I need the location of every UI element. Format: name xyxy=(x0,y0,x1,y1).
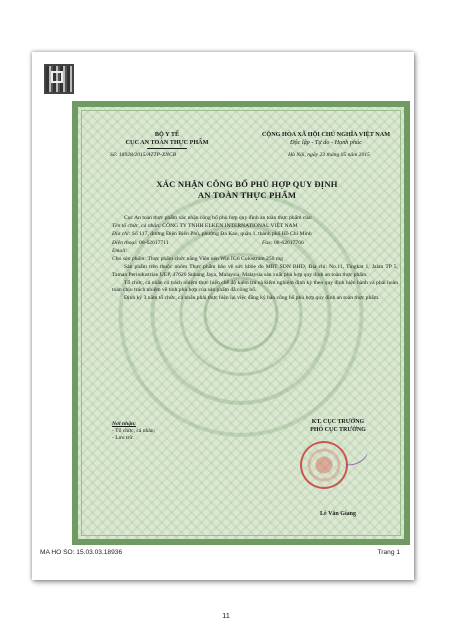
fax-field xyxy=(262,240,304,247)
page-label: Trang 1 xyxy=(377,549,400,556)
email-label: Email: xyxy=(112,247,128,254)
certificate-title xyxy=(102,179,392,201)
paragraph-responsibility: Tổ chức, cá nhân có trách nhiệm thực hiện chế độ kiểm tra và kiểm nghiệm định kỳ theo quy định hiện hành và phải hoàn toàn chịu trách nhiệm về tính phù hợp của sản phẩm đã công bố. xyxy=(112,279,398,294)
header-divider xyxy=(147,148,187,149)
product-row xyxy=(112,256,398,263)
product-value: Thực phẩm chức năng Viên nén Win IG6 Colostrum 250 mg xyxy=(147,256,283,263)
product-label: Cho sản phẩm: xyxy=(112,256,147,263)
issue-date: Hà Nội, ngày 23 tháng 05 năm 2015 xyxy=(288,152,370,158)
certificate xyxy=(72,101,410,545)
address-value: Số 117, đường Điện Biên Phủ, phường Đa Kao, quận 1, thành phố Hồ Chí Minh xyxy=(131,231,312,238)
phone-value: 08-62617711 xyxy=(139,239,169,246)
paragraph-renewal: Định kỳ 3 năm tổ chức, cá nhân phải thực hiện lại việc đăng ký bản công bố phù hợp quy định an toàn thực phẩm. xyxy=(124,295,380,302)
fax-value: 08-62617766 xyxy=(273,239,304,246)
left-header xyxy=(112,131,222,149)
ministry-name: BỘ Y TẾ xyxy=(154,131,180,138)
signer-name: Lê Văn Giang xyxy=(320,511,356,517)
address-row xyxy=(112,231,398,238)
recipient-item: - Lưu trữ. xyxy=(112,435,134,441)
title-line-1: XÁC NHẬN CÔNG BỐ PHÙ HỢP QUY ĐỊNH xyxy=(156,179,338,189)
phone-label: Điện thoại: xyxy=(112,239,138,246)
phone-row xyxy=(112,240,398,247)
org-value: CÔNG TY TNHH ELKEN INTERNATIONAL VIỆT NAM xyxy=(162,223,298,230)
address-label: Địa chỉ: xyxy=(112,231,131,238)
document-sheet xyxy=(32,52,414,580)
qr-code-icon xyxy=(44,64,74,94)
page-number: 11 xyxy=(222,611,230,620)
signature-block xyxy=(278,419,398,434)
recipient-item: - Tổ chức, cá nhân; xyxy=(112,428,156,434)
fax-label: Fax: xyxy=(262,239,273,246)
document-number: Số: 18928/2015/ATTP-XNCB xyxy=(110,152,177,158)
official-seal-icon xyxy=(300,441,348,489)
recipients xyxy=(112,421,155,442)
certificate-body xyxy=(112,215,398,304)
org-row xyxy=(112,223,398,230)
record-code: MA HO SO: 15.03.03.18936 xyxy=(40,549,123,556)
country-name: CỘNG HÒA XÃ HỘI CHỦ NGHĨA VIỆT NAM xyxy=(261,131,391,138)
email-row xyxy=(112,248,398,255)
national-motto: Độc lập - Tự do - Hạnh phúc xyxy=(290,139,362,146)
signature-role: PHÓ CỤC TRƯỞNG xyxy=(310,426,366,433)
org-label: Tên tổ chức, cá nhân: xyxy=(112,223,161,230)
signature-title: KT. CỤC TRƯỞNG xyxy=(311,419,365,425)
recipients-heading: Nơi nhận: xyxy=(112,421,136,427)
intro-text: Cục An toàn thực phẩm xác nhận công bố phù hợp quy định an toàn thực phẩm của: xyxy=(124,215,313,221)
right-header xyxy=(246,131,406,147)
department-name: CỤC AN TOÀN THỰC PHẨM xyxy=(125,139,209,146)
title-line-2: AN TOÀN THỰC PHẨM xyxy=(197,190,297,200)
paragraph-manufacturer: Sản phẩm trên thuộc nhóm Thực phẩm bảo vệ sức khỏe do MRT SDN BHD; Địa chỉ: No.11, Tingkat 1, Jalan TP 5, Taman Perindustrian UEP, 47620 Subang Jaya, Malaysia, Malaysia sản xuất phù hợp quy định an toàn thực phẩm. xyxy=(112,264,398,278)
